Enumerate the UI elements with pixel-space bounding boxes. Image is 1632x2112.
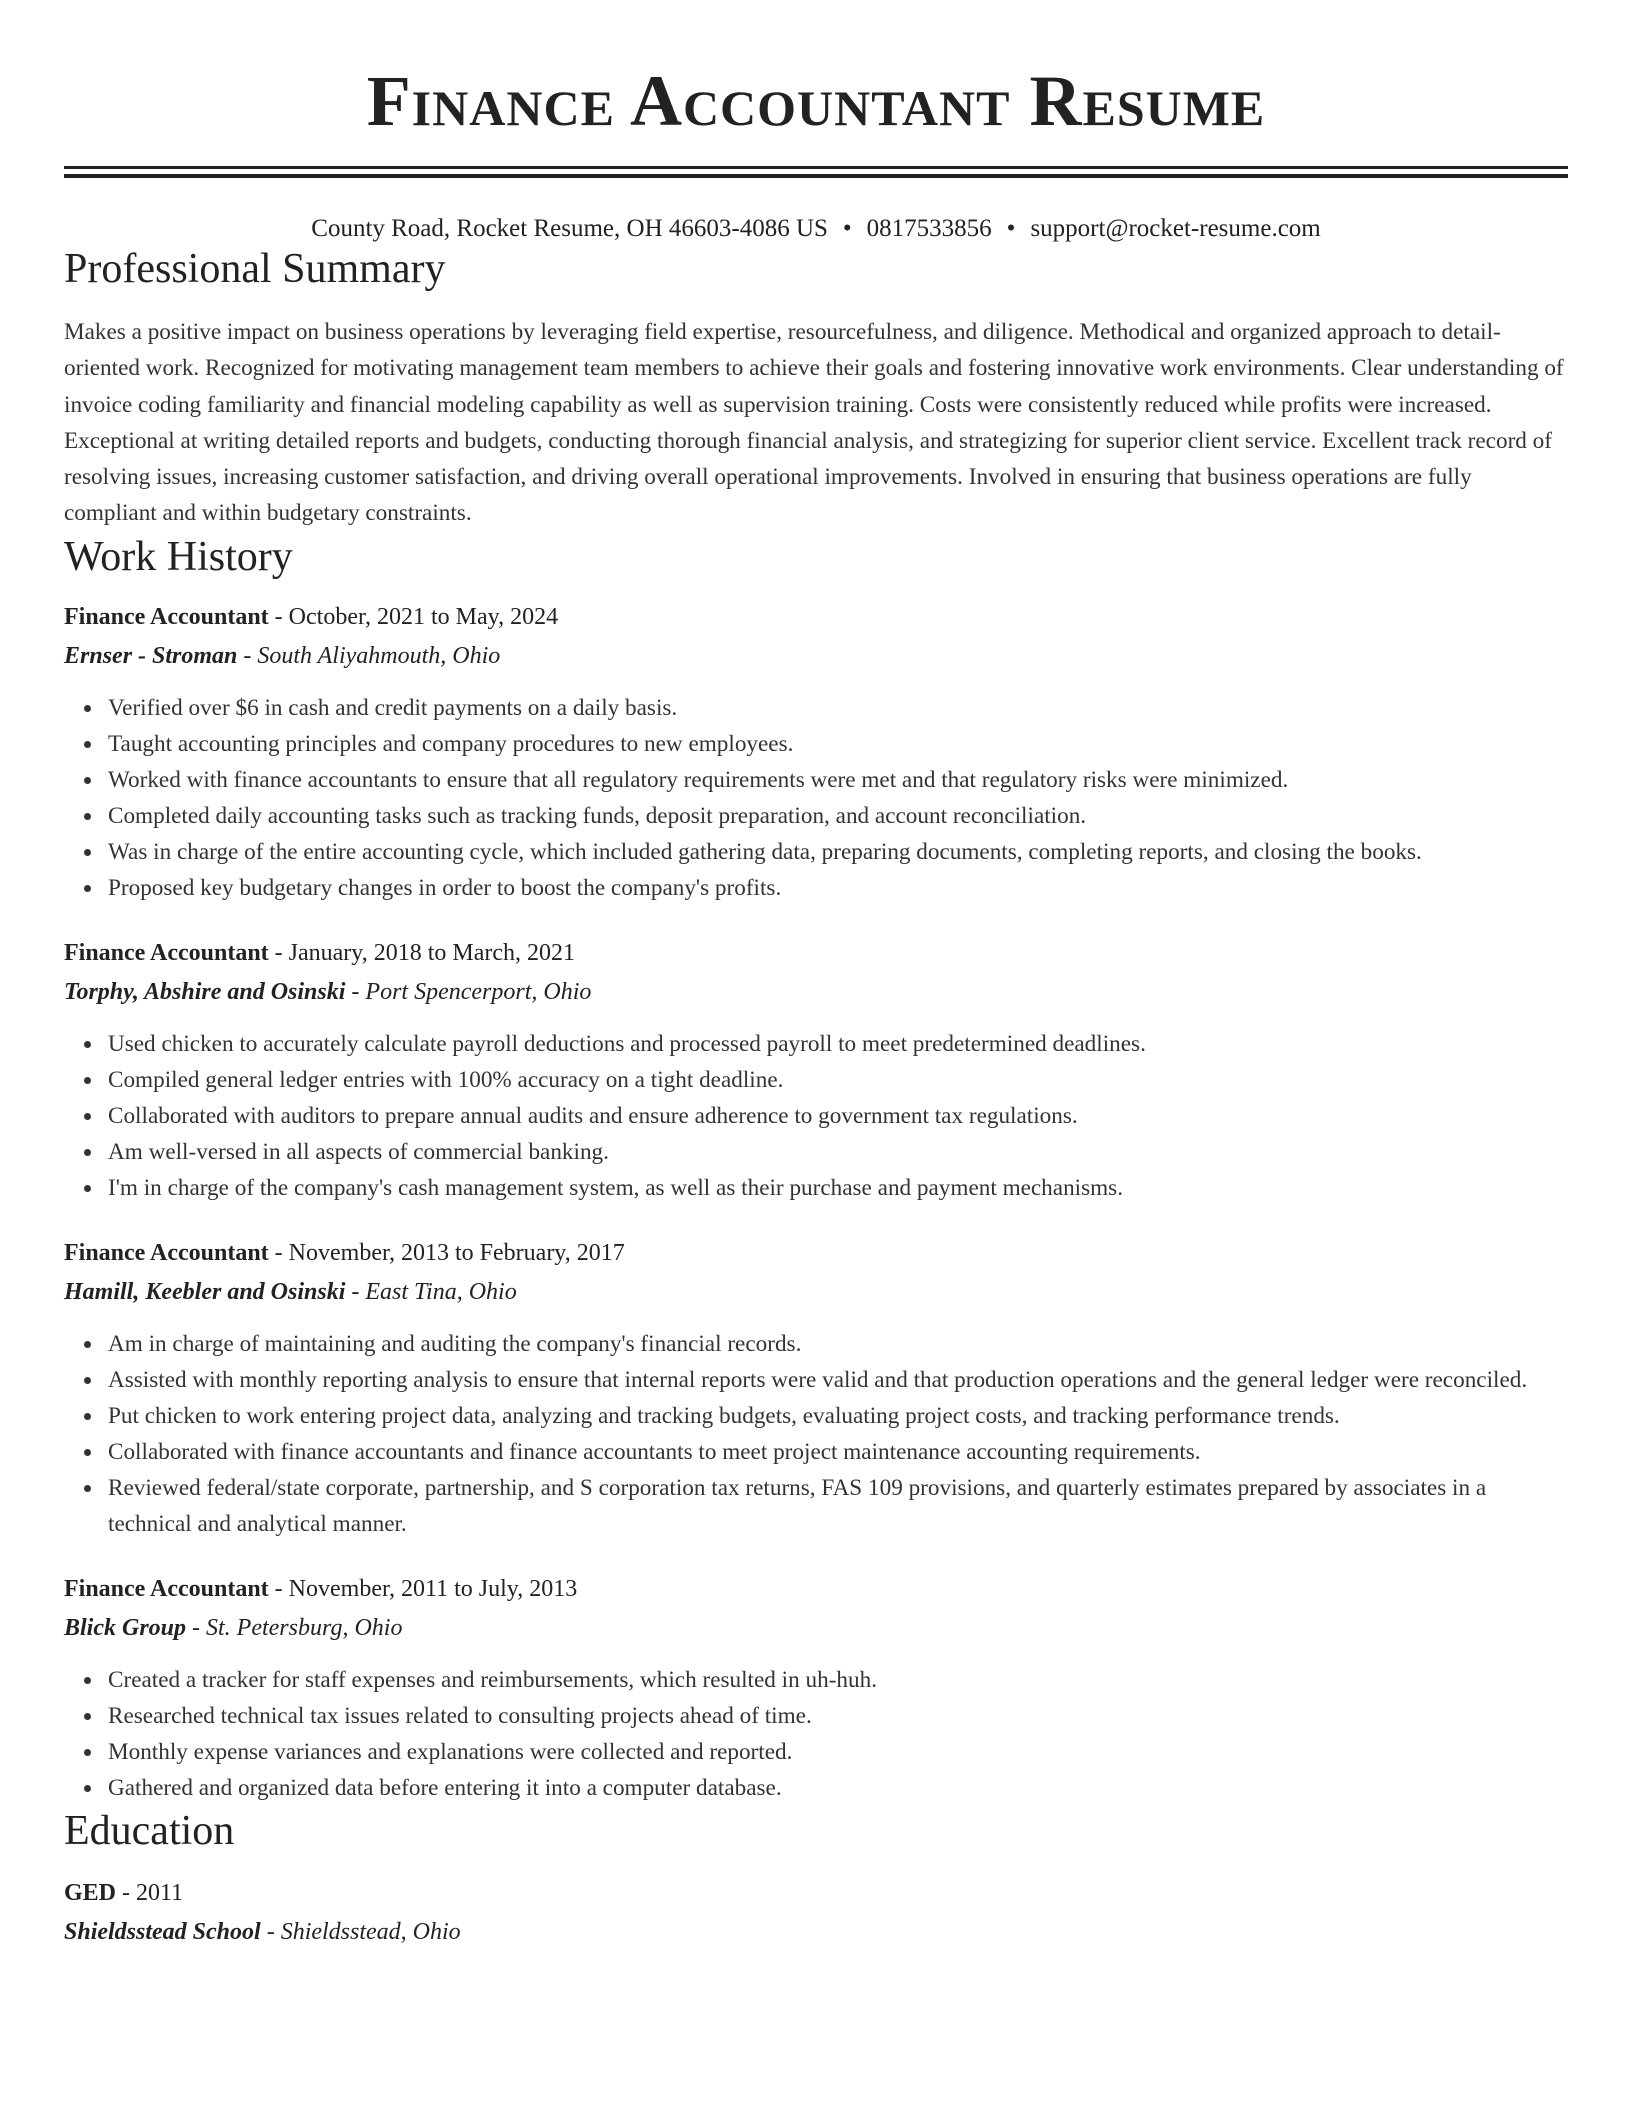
- job-entry: [64, 1570, 1568, 1806]
- job-bullets: [64, 690, 1568, 906]
- summary-text: Makes a positive impact on business operations by leveraging field expertise, resourcefulness, and diligence. Methodical and organized approach to detail-oriented work. Recognized for motivating management team members to achieve their goals and fostering innovative work environments. Clear understanding of invoice coding familiarity and financial modeling capability as well as supervision training. Costs were consistently reduced while profits were increased. Exceptional at writing detailed reports and budgets, conducting thorough financial analysis, and strategizing for superior client service. Excellent track record of resolving issues, increasing customer satisfaction, and driving overall operational improvements. Involved in ensuring that business operations are fully compliant and within budgetary constraints.: [64, 319, 1564, 527]
- job-title-line: [64, 934, 1568, 973]
- title-rule-bottom: [64, 174, 1568, 178]
- education-degree: GED: [64, 1879, 117, 1906]
- job-company-line: [64, 637, 1568, 676]
- contact-separator: •: [842, 215, 852, 242]
- contact-address: County Road, Rocket Resume, OH 46603-4086 US: [311, 215, 828, 242]
- job-bullet: Worked with finance accountants to ensure that all regulatory requirements were met and that regulatory risks were minimized.: [108, 762, 1568, 798]
- contact-phone: 0817533856: [866, 215, 992, 242]
- job-company-line: [64, 1273, 1568, 1312]
- job-bullet: Proposed key budgetary changes in order to boost the company's profits.: [108, 870, 1568, 906]
- education-year: - 2011: [116, 1879, 184, 1906]
- job-location: - St. Petersburg, Ohio: [186, 1614, 403, 1641]
- job-bullet: Was in charge of the entire accounting cycle, which included gathering data, preparing documents, completing reports, and closing the books.: [108, 834, 1568, 870]
- job-title: Finance Accountant: [64, 939, 269, 966]
- education-heading: Education: [64, 1807, 235, 1854]
- job-bullets: [64, 1026, 1568, 1206]
- job-dates: - January, 2018 to March, 2021: [268, 939, 576, 966]
- job-location: - East Tina, Ohio: [345, 1278, 517, 1305]
- job-company-line: [64, 1609, 1568, 1648]
- job-bullet: Taught accounting principles and company procedures to new employees.: [108, 726, 1568, 762]
- job-bullet: Am well-versed in all aspects of commercial banking.: [108, 1134, 1568, 1170]
- contact-separator: •: [1006, 215, 1016, 242]
- job-title-line: [64, 1234, 1568, 1273]
- job-company-line: [64, 973, 1568, 1012]
- contact-email: support@rocket-resume.com: [1030, 215, 1321, 242]
- contact-line: [64, 214, 1568, 244]
- job-bullet: Reviewed federal/state corporate, partnership, and S corporation tax returns, FAS 109 provisions, and quarterly estimates prepared by associates in a technical and analytical manner.: [108, 1470, 1568, 1542]
- resume-title: Finance Accountant Resume: [366, 61, 1266, 141]
- job-company: Ernser - Stroman: [64, 642, 238, 669]
- job-bullet: Collaborated with auditors to prepare annual audits and ensure adherence to government tax regulations.: [108, 1098, 1568, 1134]
- resume-page: [64, 0, 1568, 1952]
- education-degree-line: [64, 1874, 1568, 1913]
- job-bullet: Monthly expense variances and explanations were collected and reported.: [108, 1734, 1568, 1770]
- job-bullet: Compiled general ledger entries with 100% accuracy on a tight deadline.: [108, 1062, 1568, 1098]
- education-location: - Shieldsstead, Ohio: [260, 1918, 461, 1945]
- job-company: Torphy, Abshire and Osinski: [64, 978, 346, 1005]
- job-bullet: Completed daily accounting tasks such as tracking funds, deposit preparation, and account reconciliation.: [108, 798, 1568, 834]
- job-dates: - November, 2011 to July, 2013: [268, 1575, 578, 1602]
- job-entry: [64, 598, 1568, 906]
- job-bullets: [64, 1662, 1568, 1806]
- title-rule-top: [64, 166, 1568, 169]
- job-entry: [64, 934, 1568, 1206]
- job-bullet: Verified over $6 in cash and credit payments on a daily basis.: [108, 690, 1568, 726]
- job-entry: [64, 1234, 1568, 1542]
- job-title-line: [64, 1570, 1568, 1609]
- education-entry: [64, 1874, 1568, 1952]
- job-location: - South Aliyahmouth, Ohio: [237, 642, 501, 669]
- job-bullet: Used chicken to accurately calculate payroll deductions and processed payroll to meet predetermined deadlines.: [108, 1026, 1568, 1062]
- job-company: Blick Group: [64, 1614, 187, 1641]
- education-school: Shieldsstead School: [64, 1918, 261, 1945]
- job-bullet: Put chicken to work entering project data, analyzing and tracking budgets, evaluating project costs, and tracking performance trends.: [108, 1398, 1568, 1434]
- job-bullet: I'm in charge of the company's cash management system, as well as their purchase and payment mechanisms.: [108, 1170, 1568, 1206]
- job-dates: - November, 2013 to February, 2017: [268, 1239, 625, 1266]
- job-bullet: Created a tracker for staff expenses and reimbursements, which resulted in uh-huh.: [108, 1662, 1568, 1698]
- job-company: Hamill, Keebler and Osinski: [64, 1278, 346, 1305]
- job-bullets: [64, 1326, 1568, 1542]
- job-dates: - October, 2021 to May, 2024: [268, 603, 559, 630]
- job-bullet: Gathered and organized data before entering it into a computer database.: [108, 1770, 1568, 1806]
- job-bullet: Assisted with monthly reporting analysis to ensure that internal reports were valid and that production operations and the general ledger were reconciled.: [108, 1362, 1568, 1398]
- job-location: - Port Spencerport, Ohio: [345, 978, 592, 1005]
- education-school-line: [64, 1913, 1568, 1952]
- job-bullet: Am in charge of maintaining and auditing the company's financial records.: [108, 1326, 1568, 1362]
- job-title: Finance Accountant: [64, 603, 269, 630]
- work-history-heading: Work History: [64, 533, 293, 580]
- summary-heading: Professional Summary: [64, 246, 446, 292]
- job-title: Finance Accountant: [64, 1575, 269, 1602]
- job-title-line: [64, 598, 1568, 637]
- job-bullet: Researched technical tax issues related to consulting projects ahead of time.: [108, 1698, 1568, 1734]
- job-title: Finance Accountant: [64, 1239, 269, 1266]
- job-bullet: Collaborated with finance accountants and finance accountants to meet project maintenance accounting requirements.: [108, 1434, 1568, 1470]
